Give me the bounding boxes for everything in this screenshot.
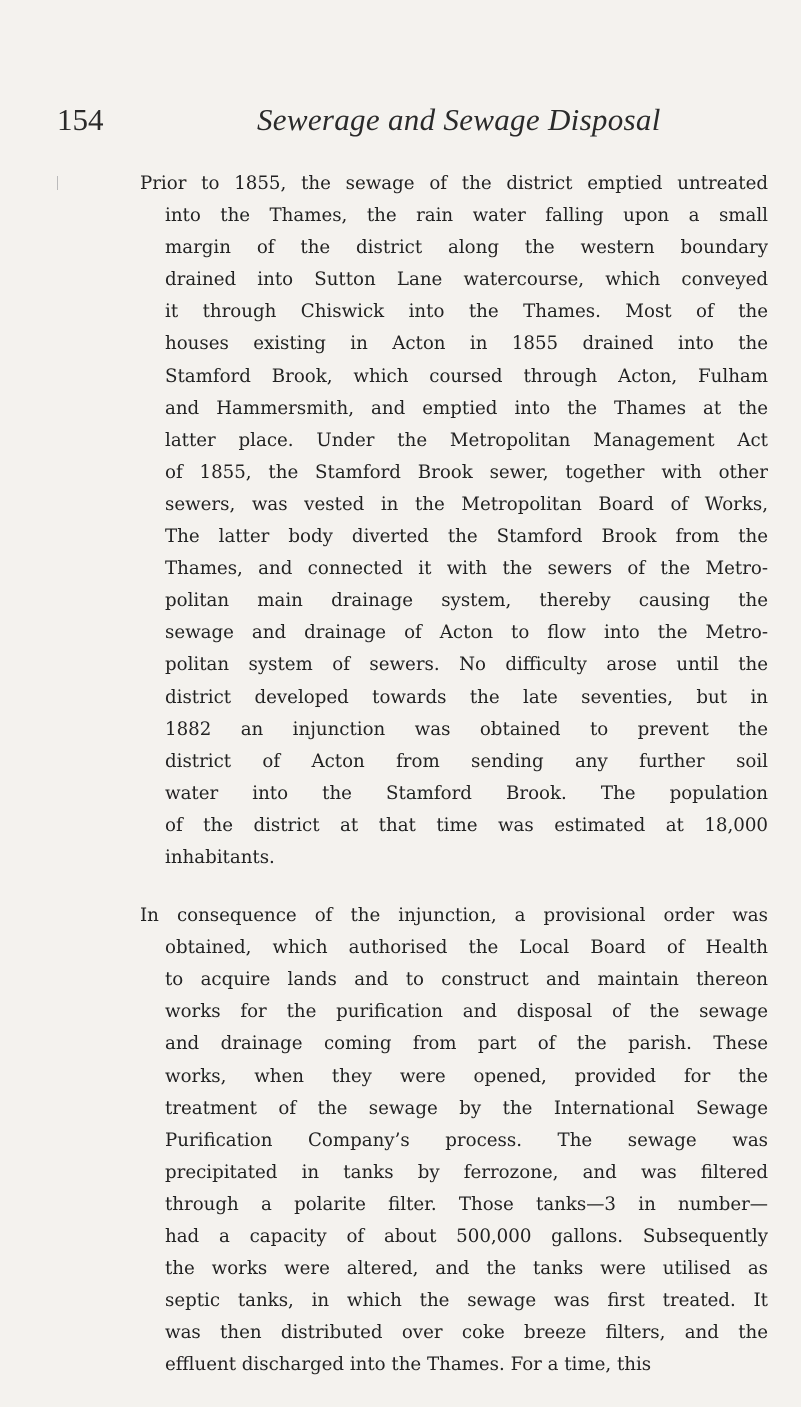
text-line: the works were altered, and the tanks were utilised as	[165, 1258, 768, 1280]
text-line: politan system of sewers. No difficulty arose until the	[165, 654, 768, 676]
text-line: sewers, was vested in the Metropolitan Board of Works,	[165, 493, 768, 515]
text-line: obtained, which authorised the Local Board of Health	[165, 937, 768, 959]
text-line: 1882 an injunction was obtained to prevent the	[165, 718, 768, 740]
text-line: latter place. Under the Metropolitan Management Act	[165, 429, 768, 451]
running-title: Sewerage and Sewage Disposal	[257, 102, 661, 137]
text-line: had a capacity of about 500,000 gallons. Subsequently	[165, 1226, 768, 1247]
text-line: and drainage coming from part of the parish. These	[165, 1033, 768, 1055]
text-line: works, when they were opened, provided for the	[165, 1065, 768, 1087]
text-line: precipitated in tanks by ferrozone, and was filtered	[165, 1161, 768, 1183]
text-line: through a polarite filter. Those tanks—3 in number—	[165, 1193, 768, 1215]
text-line: into the Thames, the rain water falling upon a small	[165, 205, 768, 227]
paragraph	[140, 168, 768, 874]
text-line: inhabitants.	[165, 846, 275, 868]
text-line: Prior to 1855, the sewage of the district emptied untreated	[140, 173, 768, 194]
text-line: Stamford Brook, which coursed through Acton, Fulham	[165, 365, 768, 387]
text-line: Thames, and connected it with the sewers of the Metro-	[165, 558, 768, 580]
text-line: it through Chiswick into the Thames. Most of the	[165, 301, 768, 323]
page-number: 154	[57, 102, 104, 137]
margin-mark	[57, 176, 61, 190]
text-line: houses existing in Acton in 1855 drained into the	[165, 333, 768, 355]
text-line: of the district at that time was estimated at 18,000	[165, 814, 768, 836]
text-line: sewage and drainage of Acton to flow into the Metro-	[165, 622, 768, 644]
text-line: and Hammersmith, and emptied into the Thames at the	[165, 397, 768, 419]
text-line: septic tanks, in which the sewage was first treated. It	[165, 1290, 768, 1312]
text-line: Purification Company’s process. The sewage was	[165, 1129, 768, 1151]
body-text	[140, 168, 768, 1407]
text-line: margin of the district along the western boundary	[165, 237, 768, 259]
text-line: district developed towards the late seventies, but in	[165, 686, 768, 708]
page-header	[57, 98, 757, 142]
text-line: water into the Stamford Brook. The population	[165, 782, 768, 804]
text-line: to acquire lands and to construct and maintain thereon	[165, 969, 768, 991]
text-line: effluent discharged into the Thames. For a time, this	[165, 1354, 652, 1376]
text-line: works for the purification and disposal of the sewage	[165, 1001, 768, 1023]
text-line: treatment of the sewage by the International Sewage	[165, 1097, 768, 1119]
text-line: was then distributed over coke breeze filters, and the	[165, 1322, 768, 1344]
paragraph	[140, 900, 768, 1381]
text-line: of 1855, the Stamford Brook sewer, together with other	[165, 461, 768, 483]
text-line: The latter body diverted the Stamford Brook from the	[165, 526, 768, 548]
text-line: politan main drainage system, thereby causing the	[165, 590, 768, 612]
text-line: In consequence of the injunction, a provisional order was	[140, 905, 768, 927]
text-line: district of Acton from sending any further soil	[165, 750, 768, 772]
text-line: drained into Sutton Lane watercourse, which conveyed	[165, 269, 768, 291]
